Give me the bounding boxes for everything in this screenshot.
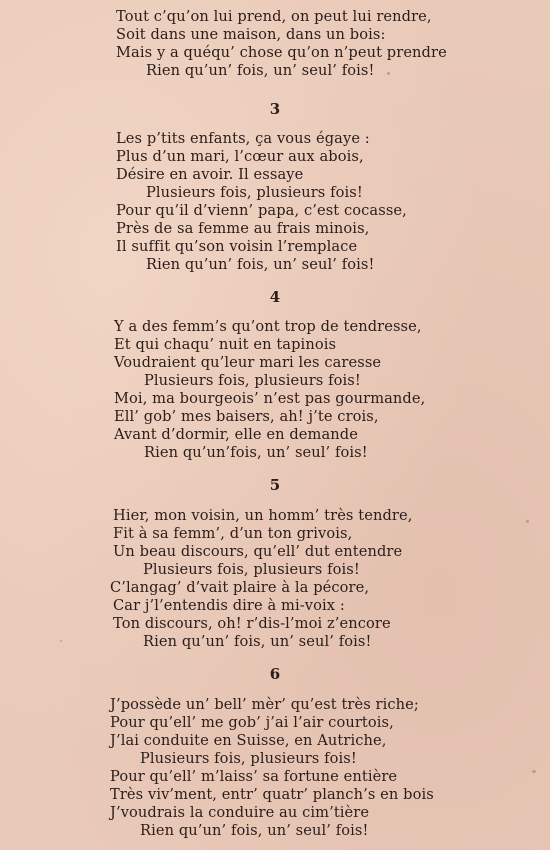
verse-refrain: Rien qu’un’ fois, un’ seul’ fois! <box>146 256 375 273</box>
stanza-number: 4 <box>269 288 281 306</box>
verse-line: Près de sa femme au frais minois, <box>116 220 370 237</box>
paper-speck <box>532 770 536 773</box>
verse-line: Tout c’qu’on lui prend, on peut lui rendre, <box>116 8 432 25</box>
verse-line: Fit à sa femm’, d’un ton grivois, <box>113 525 353 542</box>
verse-refrain: Rien qu’un’fois, un’ seul’ fois! <box>144 444 368 461</box>
verse-refrain: Plusieurs fois, plusieurs fois! <box>143 561 360 578</box>
stanza-number: 5 <box>269 476 281 494</box>
paper-speck <box>526 520 529 523</box>
verse-refrain: Rien qu’un’ fois, un’ seul’ fois! <box>140 822 369 839</box>
stanza-number: 3 <box>269 100 281 118</box>
verse-refrain: Plusieurs fois, plusieurs fois! <box>144 372 361 389</box>
verse-refrain: Plusieurs fois, plusieurs fois! <box>146 184 363 201</box>
verse-line: Désire en avoir. Il essaye <box>116 166 304 183</box>
verse-line: Ton discours, oh! r’dis-l’moi z’encore <box>113 615 391 632</box>
stanza-number: 6 <box>269 665 281 683</box>
verse-line: Avant d’dormir, elle en demande <box>114 426 358 443</box>
verse-refrain: Plusieurs fois, plusieurs fois! <box>140 750 357 767</box>
verse-line: Pour qu’ell’ me gob’ j’ai l’air courtois, <box>110 714 394 731</box>
verse-line: Plus d’un mari, l’cœur aux abois, <box>116 148 364 165</box>
verse-line: Pour qu’il d’vienn’ papa, c’est cocasse, <box>116 202 407 219</box>
paper-speck <box>60 640 62 642</box>
verse-line: Mais y a quéqu’ chose qu’on n’peut prendre <box>116 44 447 61</box>
verse-line: Soit dans une maison, dans un bois: <box>116 26 386 43</box>
verse-line: Car j’l’entendis dire à mi-voix : <box>113 597 345 614</box>
verse-line: J’possède un’ bell’ mèr’ qu’est très riche; <box>110 696 419 713</box>
verse-line: J’voudrais la conduire au cim’tière <box>110 804 370 821</box>
paper-speck <box>387 72 390 75</box>
verse-line: C’langag’ d’vait plaire à la pécore, <box>110 579 370 596</box>
verse-line: Voudraient qu’leur mari les caresse <box>114 354 382 371</box>
verse-line: Très viv’ment, entr’ quatr’ planch’s en bois <box>110 786 434 803</box>
verse-line: Il suffit qu’son voisin l’remplace <box>116 238 358 255</box>
verse-line: Y a des femm’s qu’ont trop de tendresse, <box>114 318 422 335</box>
verse-line: Les p’tits enfants, ça vous égaye : <box>116 130 370 147</box>
verse-line: Pour qu’ell’ m’laiss’ sa fortune entière <box>110 768 398 785</box>
verse-refrain: Rien qu’un’ fois, un’ seul’ fois! <box>146 62 375 79</box>
verse-line: Ell’ gob’ mes baisers, ah! j’te crois, <box>114 408 379 425</box>
verse-refrain: Rien qu’un’ fois, un’ seul’ fois! <box>143 633 372 650</box>
verse-line: Et qui chaqu’ nuit en tapinois <box>114 336 337 353</box>
verse-line: Un beau discours, qu’ell’ dut entendre <box>113 543 403 560</box>
verse-line: J’lai conduite en Suisse, en Autriche, <box>110 732 387 749</box>
verse-line: Moi, ma bourgeois’ n’est pas gourmande, <box>114 390 426 407</box>
verse-line: Hier, mon voisin, un homm’ très tendre, <box>113 507 413 524</box>
